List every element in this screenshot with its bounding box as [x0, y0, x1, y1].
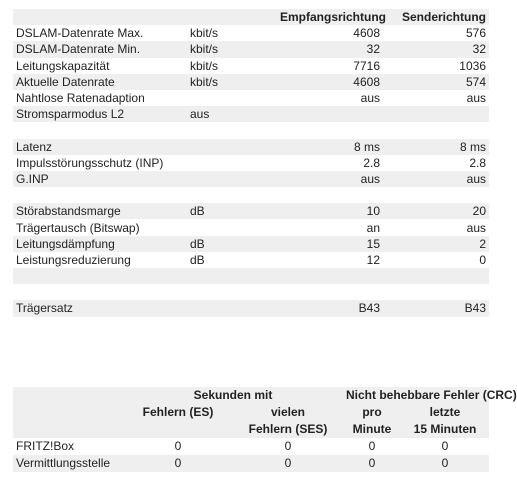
header-label — [13, 9, 187, 25]
send-value: 2.8 — [383, 155, 489, 171]
col-ses-line2: Fehlern (SES) — [233, 421, 343, 438]
send-value: 20 — [383, 203, 489, 219]
dsl-table-row — [13, 268, 489, 284]
row-unit: dB — [187, 252, 277, 268]
receive-value: an — [277, 219, 383, 235]
header-send-direction: Senderichtung — [383, 9, 489, 25]
send-value — [383, 187, 489, 203]
row-label — [13, 268, 187, 284]
pro-value: 0 — [343, 438, 401, 455]
col-pro-line1: pro — [343, 404, 401, 421]
send-value: aus — [383, 90, 489, 106]
send-value: 1036 — [383, 58, 489, 74]
row-unit: aus — [187, 106, 277, 122]
dsl-table-row — [13, 25, 489, 41]
error-table — [13, 387, 517, 472]
receive-value — [277, 187, 383, 203]
col-es: Fehlern (ES) — [123, 404, 233, 421]
send-value: 2 — [383, 236, 489, 252]
row-label — [13, 122, 187, 138]
group-seconds-with: Sekunden mit — [123, 387, 343, 404]
row-unit: kbit/s — [187, 74, 277, 90]
receive-value: 15 — [277, 236, 383, 252]
send-value — [383, 122, 489, 138]
receive-value: 2.8 — [277, 155, 383, 171]
send-value: 8 ms — [383, 139, 489, 155]
send-value: B43 — [383, 300, 489, 316]
send-value: 574 — [383, 74, 489, 90]
row-label: Impulsstörungsschutz (INP) — [13, 155, 187, 171]
send-value: 32 — [383, 41, 489, 57]
dsl-table-row — [13, 139, 489, 155]
error-table-subheader-2 — [13, 421, 489, 438]
receive-value: 10 — [277, 203, 383, 219]
row-label: G.INP — [13, 171, 187, 187]
col-pro-line2: Minute — [343, 421, 401, 438]
dsl-table-row — [13, 58, 489, 74]
col-ses-line1: vielen — [233, 404, 343, 421]
send-value — [383, 268, 489, 284]
row-label: Störabstandsmarge — [13, 203, 187, 219]
dsl-table-row — [13, 284, 489, 300]
es-value: 0 — [123, 438, 233, 455]
receive-value: 7716 — [277, 58, 383, 74]
col-last-line2: 15 Minuten — [401, 421, 489, 438]
row-unit: kbit/s — [187, 58, 277, 74]
row-unit — [187, 219, 277, 235]
receive-value: 12 — [277, 252, 383, 268]
ses-value: 0 — [233, 455, 343, 472]
row-unit — [187, 155, 277, 171]
receive-value: 4608 — [277, 25, 383, 41]
row-unit — [187, 300, 277, 316]
col-last-line1: letzte — [401, 404, 489, 421]
receive-value — [277, 122, 383, 138]
dsl-table-row — [13, 300, 489, 316]
row-unit — [187, 139, 277, 155]
row-unit — [187, 187, 277, 203]
dsl-table-row — [13, 171, 489, 187]
last-value: 0 — [401, 438, 489, 455]
receive-value — [277, 106, 383, 122]
row-unit — [187, 268, 277, 284]
row-unit — [187, 171, 277, 187]
row-label: Leitungsdämpfung — [13, 236, 187, 252]
error-table-subheader-1 — [13, 404, 489, 421]
send-value — [383, 284, 489, 300]
dsl-table-row — [13, 41, 489, 57]
row-label: Trägertausch (Bitswap) — [13, 219, 187, 235]
row-unit: kbit/s — [187, 41, 277, 57]
receive-value — [277, 268, 383, 284]
send-value: aus — [383, 171, 489, 187]
row-label: DSLAM-Datenrate Max. — [13, 25, 187, 41]
dsl-table-row — [13, 90, 489, 106]
row-label: Leistungsreduzierung — [13, 252, 187, 268]
row-label: Vermittlungsstelle — [13, 455, 123, 472]
receive-value — [277, 284, 383, 300]
row-unit — [187, 122, 277, 138]
send-value: 576 — [383, 25, 489, 41]
dsl-table-row — [13, 155, 489, 171]
dsl-table-row — [13, 122, 489, 138]
row-unit: kbit/s — [187, 25, 277, 41]
row-unit — [187, 90, 277, 106]
dsl-table-row — [13, 236, 489, 252]
receive-value: 8 ms — [277, 139, 383, 155]
dsl-table-row — [13, 187, 489, 203]
row-label: Stromsparmodus L2 — [13, 106, 187, 122]
row-unit: dB — [187, 236, 277, 252]
receive-value: 4608 — [277, 74, 383, 90]
dsl-table-row — [13, 74, 489, 90]
row-label — [13, 284, 187, 300]
header-receive-direction: Empfangsrichtung — [277, 9, 383, 25]
row-label — [13, 187, 187, 203]
send-value: aus — [383, 219, 489, 235]
row-label: Nahtlose Ratenadaption — [13, 90, 187, 106]
error-row-exchange — [13, 455, 489, 472]
pro-value: 0 — [343, 455, 401, 472]
row-unit: dB — [187, 203, 277, 219]
row-label: Trägersatz — [13, 300, 187, 316]
dsl-info-table — [13, 9, 489, 317]
dsl-table-row — [13, 219, 489, 235]
error-row-fritzbox — [13, 438, 489, 455]
send-value — [383, 106, 489, 122]
error-table-group-header — [13, 387, 489, 404]
ses-value: 0 — [233, 438, 343, 455]
row-label: Latenz — [13, 139, 187, 155]
row-label: DSLAM-Datenrate Min. — [13, 41, 187, 57]
dsl-table-header — [13, 9, 489, 25]
last-value: 0 — [401, 455, 489, 472]
row-label: Leitungskapazität — [13, 58, 187, 74]
dsl-table-row — [13, 106, 489, 122]
group-crc-errors: Nicht behebbare Fehler (CRC) — [343, 387, 489, 404]
dsl-table-row — [13, 252, 489, 268]
send-value: 0 — [383, 252, 489, 268]
row-label: Aktuelle Datenrate — [13, 74, 187, 90]
receive-value: aus — [277, 171, 383, 187]
es-value: 0 — [123, 455, 233, 472]
receive-value: B43 — [277, 300, 383, 316]
dsl-table-row — [13, 203, 489, 219]
receive-value: 32 — [277, 41, 383, 57]
receive-value: aus — [277, 90, 383, 106]
row-label: FRITZ!Box — [13, 438, 123, 455]
header-unit — [187, 9, 277, 25]
row-unit — [187, 284, 277, 300]
